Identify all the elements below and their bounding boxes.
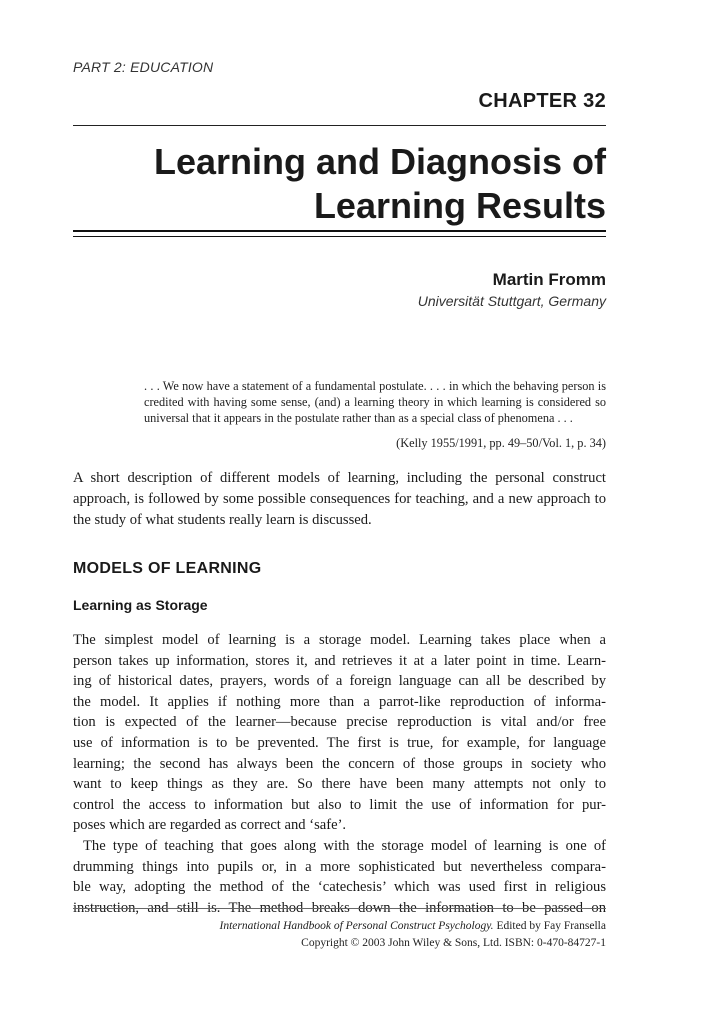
title-rule-thin xyxy=(73,236,606,237)
body-line: use of information is to be prevented. The first is true, for example, for language xyxy=(73,734,606,751)
chapter-abstract: A short description of different models of learning, including the personal construct approach, is followed by some possible consequences for teaching, and a new approach to the study of what students really learn is discussed. xyxy=(73,470,606,528)
copyright-footer xyxy=(220,918,607,952)
section-heading: MODELS OF LEARNING xyxy=(73,560,262,577)
author-name: Martin Fromm xyxy=(492,270,606,289)
body-paragraphs xyxy=(73,630,606,918)
chapter-title-line-2: Learning Results xyxy=(313,185,606,226)
footer-copyright: Copyright © 2003 John Wiley & Sons, Ltd. ISBN: 0-470-84727-1 xyxy=(301,937,606,949)
body-line: tion is expected of the learner—because precise reproduction is vital and/or free xyxy=(73,714,606,731)
body-line: control the access to information but also to limit the use of information for pur- xyxy=(73,796,606,813)
body-line: drumming things into pupils or, in a more sophisticated but nevertheless compara- xyxy=(73,858,606,875)
body-line: instruction, and still is. The method breaks down the information to be passed on xyxy=(73,899,606,916)
chapter-title-line-1: Learning and Diagnosis of xyxy=(153,141,606,182)
epigraph-quote: . . . We now have a statement of a fundamental postulate. . . . in which the behaving person is credited with having some sense, (and) a learning theory in which learning is considered so universal that it appears in the postulate rather than as a special class of phenomena . . . xyxy=(144,379,606,425)
body-line: ing of historical dates, prayers, words of a foreign language can all be described by xyxy=(73,673,606,690)
footer-editor: Edited by Fay Fransella xyxy=(493,920,606,932)
footer-book-title: International Handbook of Personal Construct Psychology. xyxy=(219,920,494,932)
body-line: The type of teaching that goes along with the storage model of learning is one of xyxy=(83,837,606,854)
body-line: person takes up information, stores it, and retrieves it at a later point in time. Learn- xyxy=(73,652,606,669)
sub-heading: Learning as Storage xyxy=(73,597,208,613)
author-affiliation: Universität Stuttgart, Germany xyxy=(417,293,606,309)
body-line: The simplest model of learning is a storage model. Learning takes place when a xyxy=(73,632,606,648)
running-head: PART 2: EDUCATION xyxy=(73,59,214,75)
body-line: the model. It applies if nothing more than a parrot-like reproduction of informa- xyxy=(73,693,606,710)
body-line: poses which are regarded as correct and ‘safe’. xyxy=(73,817,347,834)
top-rule xyxy=(73,125,606,126)
chapter-title xyxy=(140,140,606,228)
footer-citation-line xyxy=(220,918,607,935)
body-line: want to keep things as they are. So there have been many attempts not only to xyxy=(73,776,606,793)
title-rule-thick xyxy=(73,230,606,232)
footer-rule xyxy=(73,908,606,909)
epigraph-citation: (Kelly 1955/1991, pp. 49–50/Vol. 1, p. 34) xyxy=(396,436,606,450)
body-line: learning; the second has always been the concern of those groups in society who xyxy=(73,755,606,772)
body-line: ble way, adopting the method of the ‘catechesis’ which was used first in religious xyxy=(73,879,606,896)
chapter-label: CHAPTER 32 xyxy=(478,90,606,112)
